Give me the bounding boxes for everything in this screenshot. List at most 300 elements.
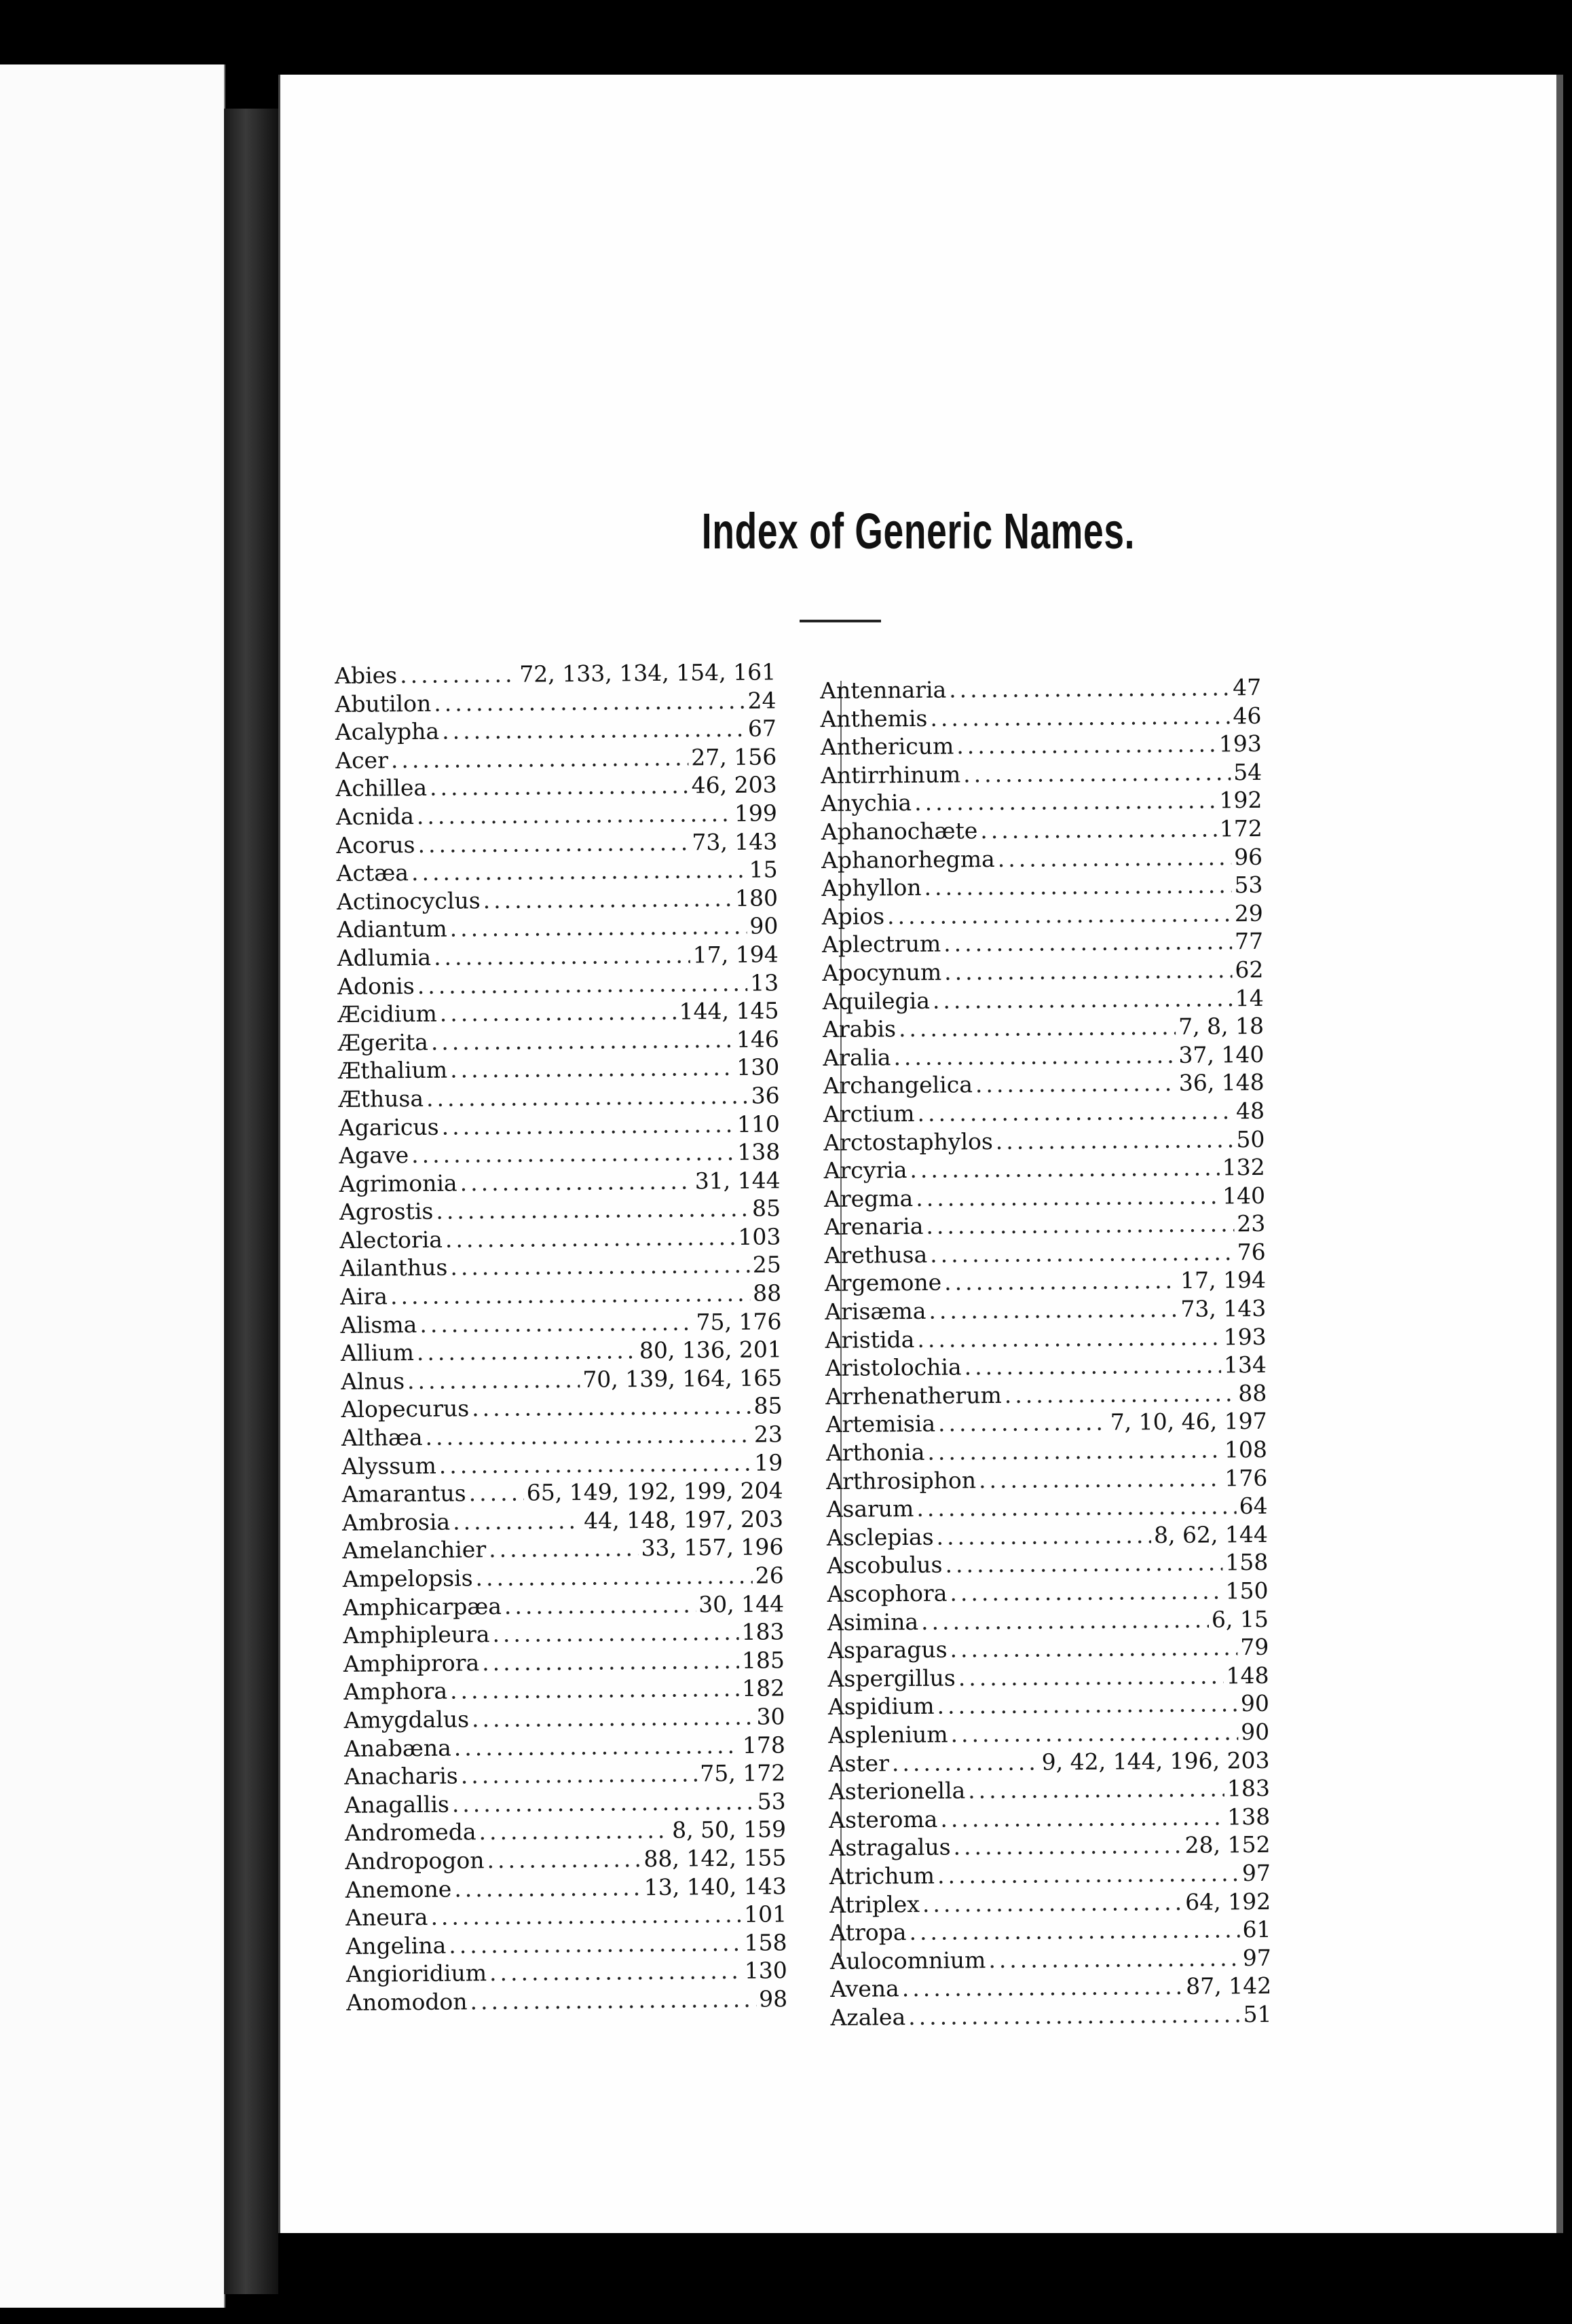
page-numbers: 183 bbox=[741, 1618, 785, 1646]
leader-dots bbox=[940, 1803, 1224, 1832]
page-numbers: 8, 50, 159 bbox=[671, 1816, 787, 1844]
leader-dots bbox=[963, 759, 1231, 787]
page-numbers: 48 bbox=[1235, 1097, 1265, 1125]
index-column-left bbox=[335, 658, 787, 2017]
leader-dots bbox=[916, 1493, 1237, 1522]
genus-name: Acer bbox=[335, 747, 389, 774]
leader-dots bbox=[893, 1042, 1176, 1070]
genus-name: Antennaria bbox=[820, 676, 947, 704]
genus-name: Arctostaphylos bbox=[823, 1127, 993, 1156]
genus-name: Allium bbox=[340, 1339, 415, 1367]
leader-dots bbox=[924, 872, 1231, 901]
genus-name: Asterionella bbox=[828, 1777, 966, 1805]
index-entry bbox=[346, 1957, 787, 1989]
genus-name: Acnida bbox=[335, 802, 415, 830]
leader-dots bbox=[450, 1054, 734, 1083]
page-numbers: 47 bbox=[1232, 673, 1262, 701]
page-numbers: 80, 136, 201 bbox=[639, 1336, 783, 1364]
page-numbers: 62 bbox=[1235, 956, 1264, 983]
genus-name: Actæa bbox=[336, 859, 409, 887]
index-entry bbox=[825, 1408, 1267, 1440]
index-entry bbox=[345, 1844, 786, 1876]
leader-dots bbox=[407, 1366, 580, 1394]
page-numbers: 13 bbox=[749, 969, 779, 996]
index-entry bbox=[830, 1972, 1271, 2004]
leader-dots bbox=[926, 1211, 1234, 1240]
leader-dots bbox=[483, 885, 733, 914]
index-entry bbox=[341, 1364, 782, 1396]
page-numbers: 88 bbox=[752, 1279, 782, 1307]
index-entry bbox=[337, 997, 779, 1029]
leader-dots bbox=[470, 1986, 756, 2015]
page-numbers: 70, 139, 164, 165 bbox=[582, 1364, 783, 1393]
index-entry bbox=[830, 1945, 1271, 1976]
genus-name: Arctium bbox=[823, 1100, 915, 1127]
genus-name: Amphipleura bbox=[343, 1621, 490, 1649]
index-entry bbox=[345, 1929, 787, 1961]
index-entry bbox=[825, 1380, 1267, 1412]
index-entry bbox=[346, 1985, 787, 2017]
index-entry bbox=[824, 1154, 1265, 1186]
page-numbers: 53 bbox=[757, 1788, 786, 1815]
leader-dots bbox=[453, 1507, 581, 1535]
genus-name: Althæa bbox=[341, 1423, 423, 1451]
index-entry bbox=[338, 1026, 779, 1057]
index-entry bbox=[823, 1041, 1264, 1073]
page-numbers: 150 bbox=[1225, 1577, 1269, 1605]
genus-name: Adiantum bbox=[337, 915, 447, 943]
leader-dots bbox=[426, 1083, 749, 1112]
leader-dots bbox=[892, 1748, 1039, 1776]
leader-dots bbox=[975, 1070, 1176, 1098]
genus-name: Alisma bbox=[340, 1311, 417, 1338]
page-numbers: 23 bbox=[1237, 1210, 1266, 1237]
page-numbers: 176 bbox=[1224, 1464, 1268, 1491]
page-numbers: 97 bbox=[1242, 1944, 1271, 1971]
page-numbers: 85 bbox=[753, 1392, 783, 1420]
leader-dots bbox=[430, 772, 689, 801]
index-column-right bbox=[820, 674, 1272, 2033]
page-numbers: 46 bbox=[1233, 702, 1262, 729]
leader-dots bbox=[950, 1719, 1238, 1747]
leader-dots bbox=[953, 1832, 1182, 1860]
page-numbers: 76 bbox=[1237, 1238, 1266, 1266]
index-entry bbox=[829, 1775, 1270, 1807]
leader-dots bbox=[436, 1195, 749, 1224]
leader-dots bbox=[929, 1296, 1178, 1324]
index-entry bbox=[820, 674, 1261, 706]
genus-name: Apocynum bbox=[822, 958, 942, 986]
genus-name: Atrichum bbox=[829, 1862, 935, 1890]
index-entry bbox=[821, 872, 1262, 903]
leader-dots bbox=[917, 1324, 1221, 1353]
index-entry bbox=[829, 1916, 1271, 1948]
page-numbers: 64 bbox=[1239, 1493, 1268, 1520]
leader-dots bbox=[938, 1409, 1108, 1437]
genus-name: Arthonia bbox=[825, 1438, 925, 1466]
page-numbers: 64, 192 bbox=[1185, 1888, 1271, 1915]
index-entry bbox=[340, 1308, 781, 1340]
index-entry bbox=[335, 743, 776, 775]
genus-name: Agrimonia bbox=[339, 1169, 457, 1197]
genus-name: Avena bbox=[830, 1975, 899, 2003]
genus-name: Aspidium bbox=[827, 1693, 935, 1721]
index-entry bbox=[339, 1223, 781, 1255]
index-entry bbox=[339, 1110, 780, 1142]
leader-dots bbox=[417, 829, 689, 857]
genus-name: Artemisia bbox=[825, 1410, 936, 1438]
leader-dots bbox=[927, 1436, 1222, 1465]
genus-name: Angelina bbox=[345, 1932, 447, 1960]
genus-name: Asarum bbox=[826, 1495, 914, 1523]
leader-dots bbox=[933, 985, 1233, 1013]
page-numbers: 7, 10, 46, 197 bbox=[1110, 1408, 1267, 1436]
page-numbers: 193 bbox=[1223, 1323, 1267, 1351]
page-numbers: 13, 140, 143 bbox=[643, 1872, 787, 1900]
genus-name: Æthalium bbox=[338, 1056, 448, 1085]
genus-name: Aphyllon bbox=[821, 874, 922, 902]
leader-dots bbox=[936, 1522, 1151, 1550]
leader-dots bbox=[489, 1535, 639, 1563]
page-numbers: 101 bbox=[743, 1900, 787, 1928]
genus-name: Abies bbox=[335, 662, 398, 689]
leader-dots bbox=[468, 1480, 524, 1507]
page-numbers: 138 bbox=[1227, 1803, 1271, 1831]
page-numbers: 44, 148, 197, 203 bbox=[583, 1505, 784, 1534]
page-numbers: 108 bbox=[1224, 1436, 1268, 1463]
index-entry bbox=[825, 1324, 1267, 1355]
index-entry bbox=[824, 1210, 1265, 1242]
index-entry bbox=[828, 1690, 1269, 1722]
index-entry bbox=[337, 856, 778, 888]
index-entry bbox=[830, 2001, 1271, 2033]
page-numbers: 75, 172 bbox=[700, 1759, 786, 1787]
leader-dots bbox=[450, 1252, 750, 1281]
page-numbers: 199 bbox=[734, 800, 778, 827]
page-numbers: 172 bbox=[1219, 814, 1262, 842]
leader-dots bbox=[930, 1239, 1235, 1268]
page-numbers: 158 bbox=[744, 1928, 787, 1956]
genus-name: Argemone bbox=[824, 1269, 942, 1297]
leader-dots bbox=[440, 998, 677, 1027]
index-entry bbox=[823, 1013, 1264, 1045]
index-entry bbox=[345, 1788, 786, 1820]
leader-dots bbox=[908, 2001, 1241, 2030]
leader-dots bbox=[937, 1860, 1239, 1888]
index-entry bbox=[829, 1860, 1271, 1892]
genus-name: Alyssum bbox=[341, 1452, 436, 1480]
genus-name: Agrostis bbox=[339, 1198, 434, 1226]
index-entry bbox=[829, 1831, 1270, 1863]
genus-name: Archangelica bbox=[823, 1071, 973, 1100]
page-numbers: 90 bbox=[1240, 1690, 1270, 1717]
index-entry bbox=[340, 1279, 781, 1311]
index-entry bbox=[822, 956, 1263, 988]
page-numbers: 73, 143 bbox=[1180, 1294, 1267, 1322]
index-entry bbox=[821, 787, 1262, 819]
page-numbers: 19 bbox=[754, 1448, 783, 1476]
page-numbers: 17, 194 bbox=[1180, 1267, 1267, 1294]
genus-name: Aspergillus bbox=[827, 1664, 956, 1692]
page-numbers: 87, 142 bbox=[1186, 1972, 1272, 2000]
page-numbers: 65, 149, 192, 199, 204 bbox=[526, 1477, 783, 1506]
title-rule bbox=[800, 620, 881, 622]
leader-dots bbox=[442, 715, 745, 745]
page-numbers: 72, 133, 134, 154, 161 bbox=[519, 658, 776, 688]
index-entry bbox=[341, 1421, 783, 1452]
genus-name: Aristolochia bbox=[825, 1353, 962, 1382]
page-numbers: 30 bbox=[756, 1703, 785, 1730]
leader-dots bbox=[998, 844, 1232, 872]
index-entry bbox=[827, 1521, 1268, 1553]
index-entry bbox=[345, 1873, 787, 1905]
genus-name: Antirrhinum bbox=[820, 761, 961, 789]
page-numbers: 185 bbox=[741, 1647, 785, 1674]
genus-name: Alectoria bbox=[339, 1226, 443, 1254]
genus-name: Aquilegia bbox=[822, 987, 931, 1015]
leader-dots bbox=[917, 1098, 1233, 1127]
genus-name: Amphora bbox=[343, 1677, 448, 1706]
index-entry bbox=[826, 1493, 1267, 1524]
leader-dots bbox=[956, 731, 1216, 760]
leader-dots bbox=[417, 800, 732, 829]
leader-dots bbox=[950, 1577, 1222, 1606]
genus-name: Aulocomnium bbox=[829, 1946, 986, 1974]
genus-name: Azalea bbox=[830, 2003, 906, 2031]
index-entry bbox=[827, 1662, 1269, 1694]
index-entry bbox=[343, 1562, 784, 1594]
genus-name: Apios bbox=[821, 903, 885, 930]
index-entry bbox=[827, 1634, 1269, 1666]
leader-dots bbox=[441, 1110, 734, 1140]
page-numbers: 79 bbox=[1240, 1634, 1269, 1661]
genus-name: Asimina bbox=[827, 1608, 919, 1636]
page-numbers: 50 bbox=[1236, 1125, 1265, 1152]
leader-dots bbox=[980, 815, 1217, 844]
index-entry bbox=[341, 1393, 782, 1425]
index-entry bbox=[343, 1618, 784, 1650]
index-page bbox=[278, 75, 1563, 2233]
index-entry bbox=[823, 1098, 1265, 1129]
page-numbers: 138 bbox=[737, 1138, 781, 1165]
genus-name: Anabæna bbox=[343, 1734, 451, 1762]
genus-name: Acalypha bbox=[335, 717, 440, 746]
page-numbers: 193 bbox=[1218, 730, 1262, 757]
page-numbers: 53 bbox=[1234, 872, 1263, 899]
genus-name: Andromeda bbox=[344, 1818, 476, 1847]
genus-name: Aralia bbox=[823, 1043, 891, 1071]
index-entry bbox=[338, 1054, 779, 1086]
index-entry bbox=[345, 1816, 786, 1848]
leader-dots bbox=[419, 1309, 694, 1338]
genus-name: Amygdalus bbox=[343, 1706, 470, 1733]
page-numbers: 67 bbox=[747, 715, 777, 742]
genus-name: Amarantus bbox=[341, 1480, 466, 1508]
page-title: Index of Generic Names. bbox=[701, 503, 1136, 559]
genus-name: Amelanchier bbox=[342, 1536, 487, 1564]
page-numbers: 9, 42, 144, 196, 203 bbox=[1041, 1746, 1270, 1776]
genus-name: Ægerita bbox=[337, 1028, 429, 1056]
leader-dots bbox=[996, 1126, 1234, 1155]
leader-dots bbox=[390, 1280, 750, 1310]
leader-dots bbox=[921, 1606, 1209, 1634]
leader-dots bbox=[945, 1550, 1222, 1578]
genus-name: Aster bbox=[828, 1749, 890, 1777]
genus-name: Aphanorhegma bbox=[821, 845, 995, 874]
genus-name: Aplectrum bbox=[821, 930, 941, 958]
page-numbers: 17, 194 bbox=[692, 941, 779, 969]
index-entry bbox=[827, 1549, 1268, 1581]
index-entry bbox=[340, 1252, 781, 1283]
genus-name: Aneura bbox=[345, 1903, 428, 1932]
page-numbers: 192 bbox=[1219, 787, 1262, 814]
index-entry bbox=[823, 1069, 1265, 1101]
index-entry bbox=[822, 928, 1263, 960]
leader-dots bbox=[475, 1562, 753, 1592]
index-entry bbox=[335, 658, 776, 690]
index-entry bbox=[338, 1082, 779, 1114]
index-entry bbox=[341, 1449, 783, 1481]
index-entry bbox=[337, 969, 779, 1001]
genus-name: Æcidium bbox=[337, 1000, 437, 1028]
page-numbers: 73, 143 bbox=[692, 827, 778, 855]
leader-dots bbox=[430, 1901, 741, 1930]
page-numbers: 130 bbox=[744, 1957, 788, 1985]
index-entry bbox=[341, 1336, 782, 1368]
index-entry bbox=[335, 687, 776, 719]
page-numbers: 54 bbox=[1233, 758, 1262, 786]
index-entry bbox=[821, 815, 1262, 847]
genus-name: Arrhenatherum bbox=[825, 1381, 1002, 1410]
genus-name: Arisæma bbox=[825, 1297, 927, 1326]
genus-name: Asplenium bbox=[828, 1721, 948, 1748]
leader-dots bbox=[492, 1619, 738, 1647]
leader-dots bbox=[902, 1973, 1184, 2002]
genus-name: Amphiprora bbox=[343, 1649, 480, 1677]
genus-name: Asparagus bbox=[827, 1636, 948, 1664]
leader-dots bbox=[1005, 1380, 1236, 1408]
leader-dots bbox=[479, 1817, 669, 1845]
leader-dots bbox=[472, 1393, 751, 1422]
page-numbers: 75, 176 bbox=[696, 1307, 782, 1336]
leader-dots bbox=[425, 1421, 751, 1450]
leader-dots bbox=[460, 1167, 692, 1196]
genus-name: Arabis bbox=[822, 1015, 897, 1043]
leader-dots bbox=[411, 1139, 735, 1168]
page-numbers: 103 bbox=[738, 1223, 781, 1250]
page-numbers: 88, 142, 155 bbox=[643, 1844, 787, 1873]
index-entry bbox=[825, 1295, 1266, 1327]
leader-dots bbox=[434, 941, 690, 970]
leader-dots bbox=[968, 1776, 1224, 1804]
leader-dots bbox=[504, 1591, 696, 1619]
page-numbers: 36 bbox=[751, 1082, 780, 1109]
page-numbers: 6, 15 bbox=[1211, 1605, 1269, 1633]
genus-name: Arethusa bbox=[824, 1241, 928, 1269]
leader-dots bbox=[958, 1662, 1224, 1691]
leader-dots bbox=[937, 1691, 1238, 1719]
leader-dots bbox=[988, 1945, 1240, 1973]
page-numbers: 178 bbox=[742, 1731, 786, 1759]
genus-name: Adonis bbox=[337, 972, 415, 1000]
page-numbers: 36, 148 bbox=[1178, 1069, 1265, 1097]
page-numbers: 144, 145 bbox=[679, 997, 779, 1025]
page-numbers: 14 bbox=[1235, 984, 1264, 1011]
page-numbers: 28, 152 bbox=[1184, 1831, 1271, 1859]
genus-name: Agave bbox=[339, 1142, 409, 1169]
leader-dots bbox=[914, 787, 1217, 816]
leader-dots bbox=[417, 969, 748, 998]
index-entry bbox=[342, 1478, 783, 1510]
page-numbers: 31, 144 bbox=[694, 1166, 781, 1195]
page-numbers: 24 bbox=[747, 686, 776, 714]
index-entry bbox=[828, 1746, 1269, 1778]
genus-name: Arthrosiphon bbox=[826, 1466, 977, 1495]
genus-name: Æthusa bbox=[338, 1085, 424, 1112]
leader-dots bbox=[449, 1930, 742, 1959]
index-entry bbox=[342, 1505, 783, 1537]
index-entry bbox=[335, 715, 776, 747]
genus-name: Anychia bbox=[821, 789, 912, 817]
index-entry bbox=[826, 1436, 1267, 1468]
leader-dots bbox=[916, 1182, 1220, 1212]
page-numbers: 15 bbox=[749, 856, 778, 883]
index-entry bbox=[337, 941, 779, 973]
index-entry bbox=[824, 1182, 1265, 1214]
index-entry bbox=[826, 1464, 1267, 1496]
page-numbers: 85 bbox=[751, 1195, 781, 1222]
leader-dots bbox=[487, 1845, 641, 1873]
page-numbers: 96 bbox=[1233, 843, 1263, 870]
genus-name: Anthemis bbox=[820, 705, 928, 732]
genus-name: Asclepias bbox=[826, 1523, 934, 1551]
index-entry bbox=[825, 1351, 1267, 1383]
genus-name: Angioridium bbox=[345, 1960, 487, 1988]
index-entry bbox=[339, 1138, 780, 1170]
index-entry bbox=[825, 1267, 1266, 1298]
page-numbers: 26 bbox=[755, 1562, 784, 1589]
leader-dots bbox=[949, 674, 1230, 702]
genus-name: Amphicarpæa bbox=[342, 1592, 502, 1621]
page-numbers: 180 bbox=[734, 884, 779, 912]
index-entry bbox=[821, 843, 1262, 875]
page-numbers: 98 bbox=[759, 1985, 788, 2012]
index-entry bbox=[337, 884, 778, 916]
leader-dots bbox=[930, 702, 1230, 731]
index-entry bbox=[343, 1647, 785, 1679]
leader-dots bbox=[910, 1154, 1220, 1183]
genus-name: Ampelopsis bbox=[342, 1564, 473, 1592]
leader-dots bbox=[445, 1224, 736, 1253]
leader-dots bbox=[979, 1465, 1222, 1493]
page-numbers: 37, 140 bbox=[1178, 1041, 1265, 1068]
genus-name: Aristida bbox=[825, 1326, 915, 1353]
index-entry bbox=[343, 1675, 785, 1707]
leader-dots bbox=[950, 1634, 1237, 1662]
page-numbers: 27, 156 bbox=[691, 743, 777, 771]
page-numbers: 148 bbox=[1226, 1662, 1269, 1689]
page-numbers: 97 bbox=[1241, 1859, 1271, 1887]
leader-dots bbox=[454, 1731, 740, 1761]
leader-dots bbox=[450, 1675, 739, 1704]
genus-name: Arenaria bbox=[824, 1213, 924, 1241]
leader-dots bbox=[450, 913, 747, 942]
page-numbers: 30, 144 bbox=[698, 1590, 785, 1617]
leader-dots bbox=[887, 900, 1232, 929]
genus-name: Ambrosia bbox=[341, 1508, 451, 1536]
genus-name: Abutilon bbox=[335, 690, 432, 717]
leader-dots bbox=[400, 661, 517, 689]
